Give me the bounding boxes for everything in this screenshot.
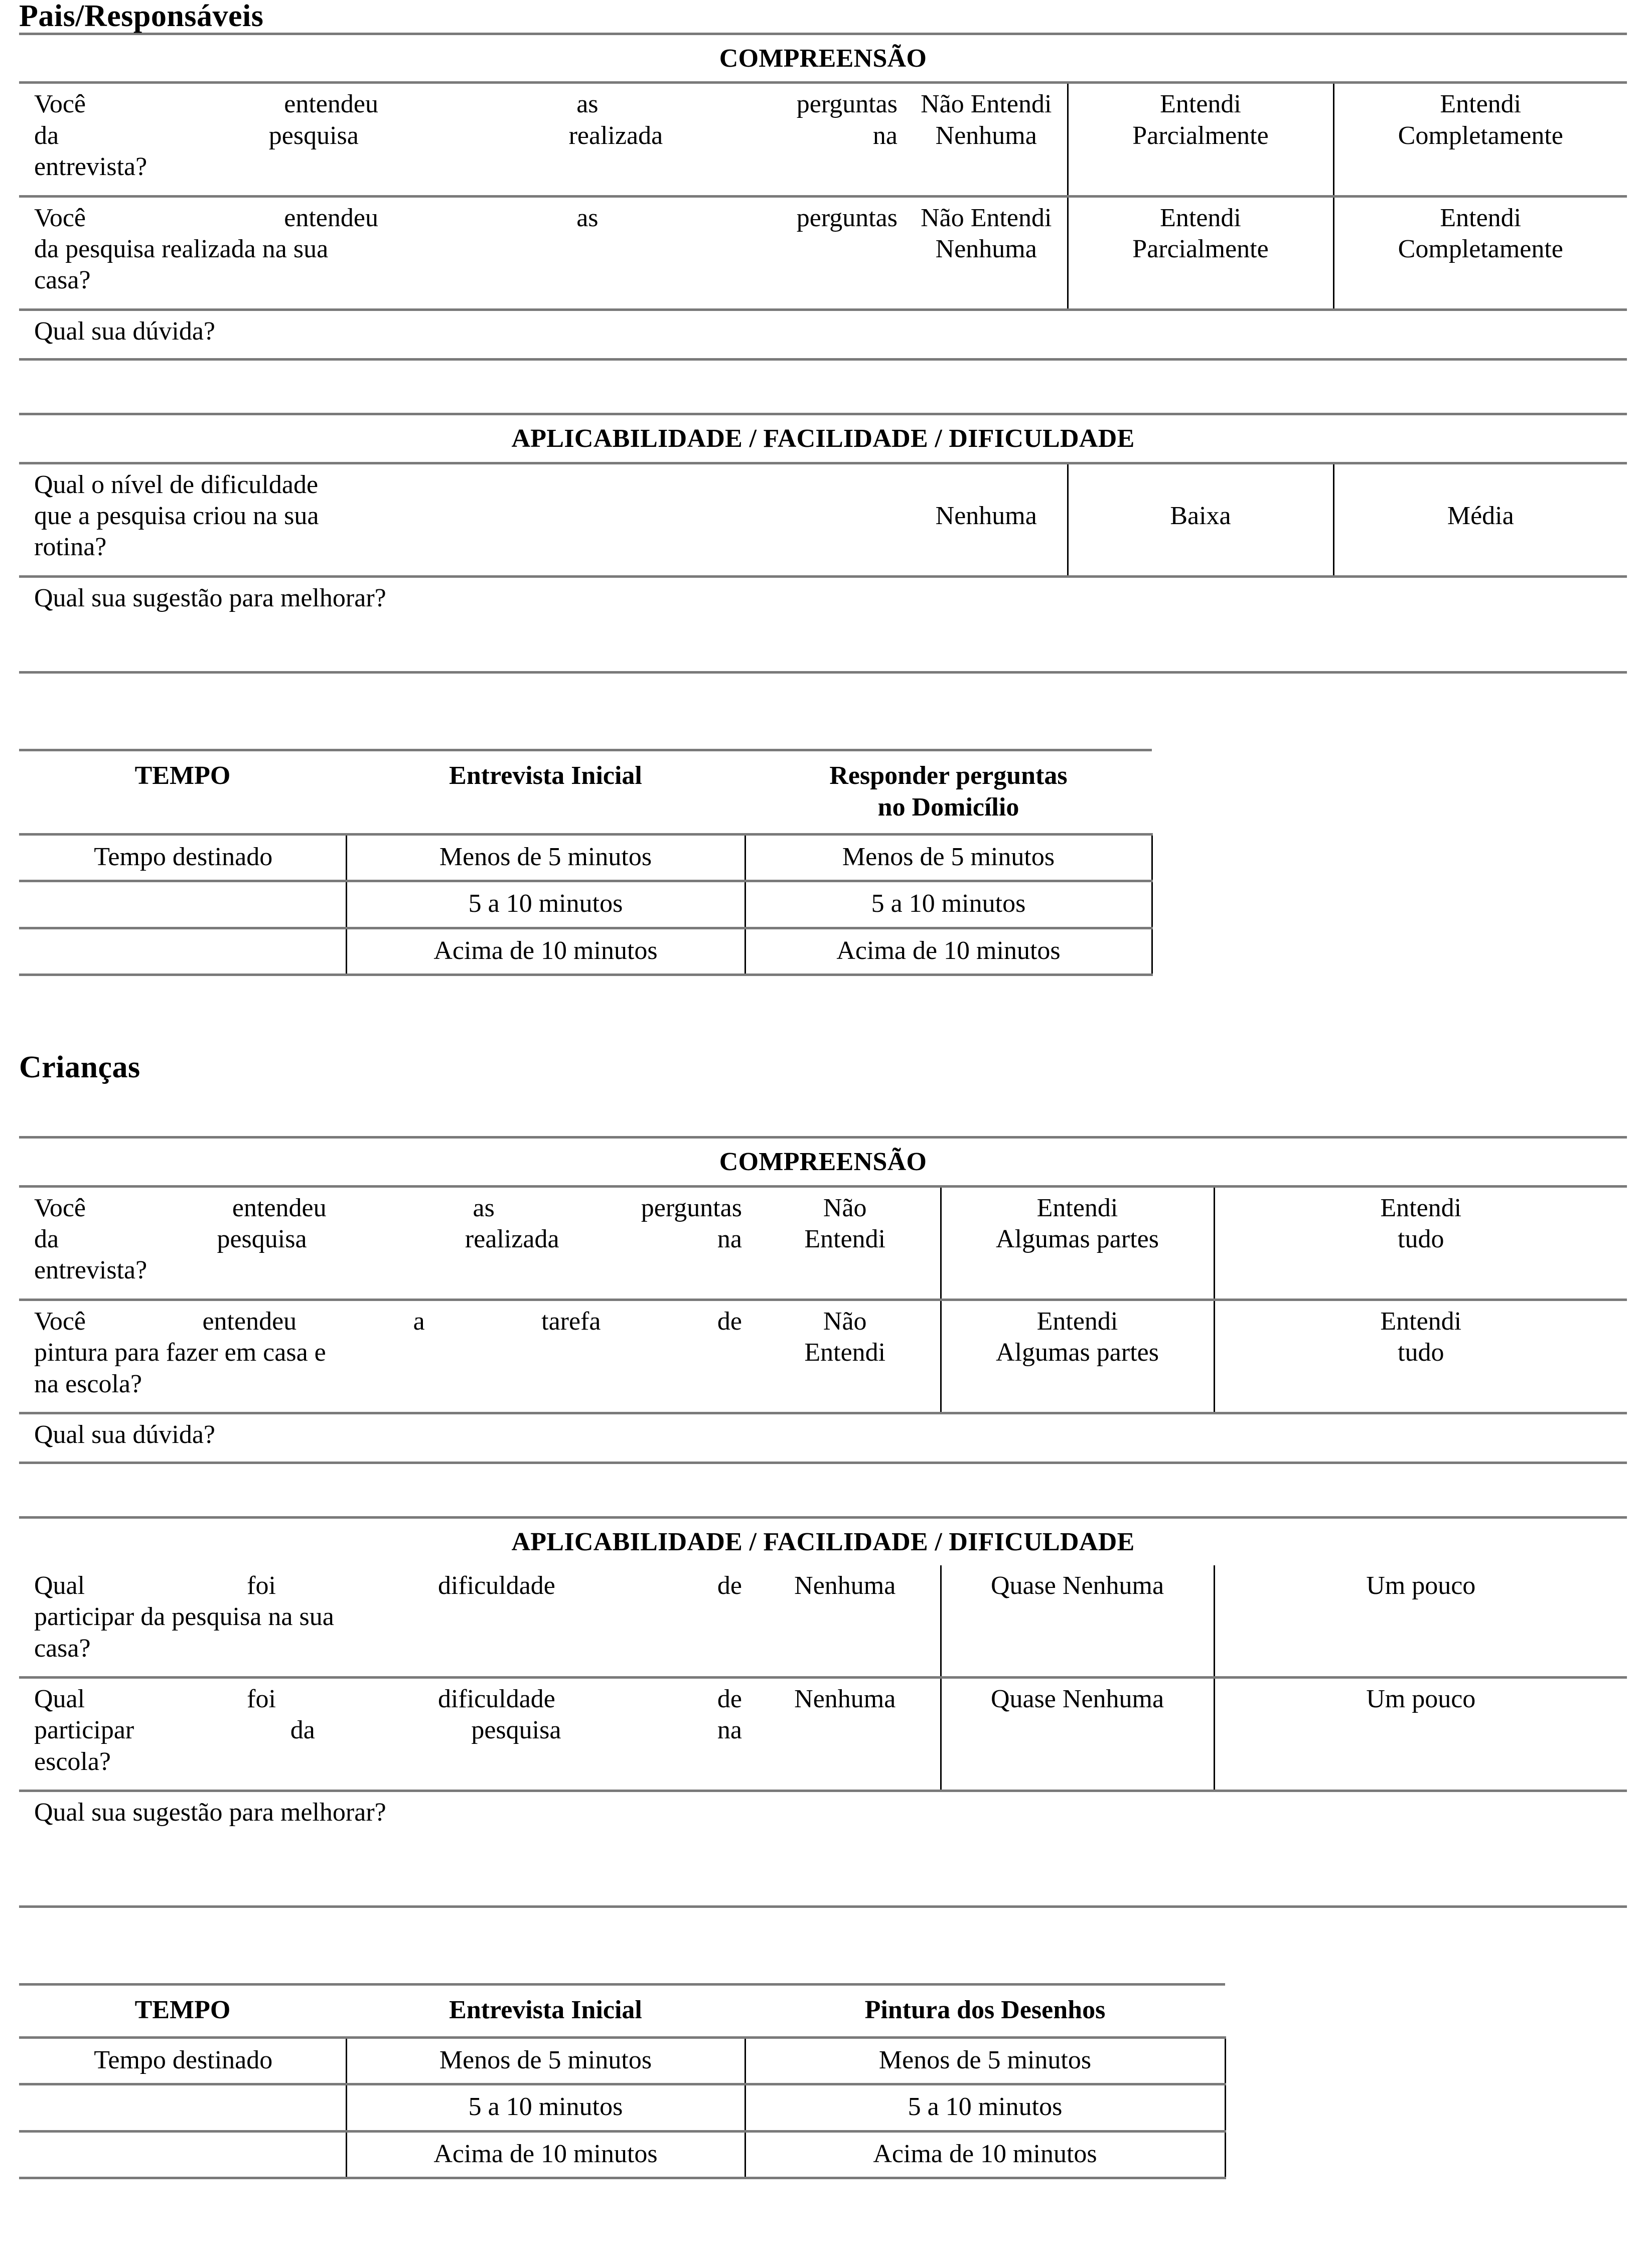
spacer (0, 361, 1645, 413)
question-line-1: Qual foi dificuldade de (34, 1571, 742, 1600)
table-row (19, 1565, 1627, 1678)
tempo-row (19, 881, 1152, 928)
table-row (19, 1300, 1627, 1413)
tempo-col-1-label: Entrevista Inicial (449, 761, 642, 790)
option-cell-3[interactable] (1333, 196, 1627, 309)
tempo-col-2-label (745, 750, 1152, 835)
option-line-2: Parcialmente (1132, 121, 1269, 150)
option-cell-3[interactable] (1333, 463, 1627, 576)
followup-prompt: Qual sua dúvida? (34, 1420, 216, 1449)
option-cell-1[interactable] (906, 83, 1068, 196)
option-cell-1[interactable] (750, 1300, 941, 1413)
tempo-col-label: TEMPO (134, 761, 231, 790)
tempo-option-cell[interactable]: 5 a 10 minutos (745, 881, 1152, 928)
option-cell-3[interactable] (1214, 1300, 1627, 1413)
tempo-option-cell[interactable]: Acima de 10 minutos (745, 2131, 1225, 2178)
option-cell-2[interactable] (941, 1300, 1214, 1413)
followup-row (19, 1791, 1627, 1840)
tempo-option-cell[interactable]: Menos de 5 minutos (745, 834, 1152, 881)
option-cell-2[interactable] (941, 1186, 1214, 1300)
option-cell-3[interactable] (1214, 1186, 1627, 1300)
tempo-row (19, 834, 1152, 881)
tempo-col-label: TEMPO (134, 1996, 231, 2025)
question-line-3: entrevista? (34, 152, 147, 182)
applicability-table-pais (19, 413, 1627, 671)
question-line-2: da pesquisa realizada na sua (34, 235, 329, 264)
spacer (0, 976, 1645, 1051)
tempo-option-cell[interactable]: Menos de 5 minutos (346, 834, 745, 881)
question-line-1: Qual o nível de dificuldade (34, 470, 319, 499)
question-cell (19, 83, 906, 196)
question-line-2: da pesquisa realizada na (34, 1225, 742, 1253)
option-line-1: Não Entendi (921, 203, 1052, 232)
tempo-row-label: Tempo destinado (94, 842, 273, 871)
tempo-row-label-empty (19, 928, 346, 975)
option-line-2: tudo (1398, 1225, 1444, 1253)
option-line-1: Entendi (1380, 1307, 1462, 1336)
tempo-row (19, 2084, 1225, 2131)
option-cell-3[interactable] (1214, 1677, 1627, 1791)
question-cell (19, 1186, 750, 1300)
blank-row (19, 1839, 1627, 1905)
blank-row (19, 625, 1627, 671)
option-line-2: Nenhuma (935, 235, 1037, 264)
option-line-1: Entendi (1440, 203, 1522, 232)
option-line-2: Completamente (1398, 235, 1563, 264)
question-line-2: da pesquisa realizada na (34, 121, 898, 150)
table-row (19, 1186, 1627, 1300)
tempo-option-cell[interactable]: Acima de 10 minutos (745, 928, 1152, 975)
tempo-col-1-label: Entrevista Inicial (449, 1996, 642, 2025)
table-row (19, 463, 1627, 576)
question-line-3: escola? (34, 1747, 111, 1776)
option-line-2: tudo (1398, 1338, 1444, 1367)
tempo-option-cell[interactable]: Acima de 10 minutos (346, 928, 745, 975)
tempo-table-criancas (19, 1983, 1226, 2179)
option-line-2: Algumas partes (996, 1338, 1159, 1367)
followup-prompt: Qual sua dúvida? (34, 316, 216, 346)
option-cell-2[interactable] (941, 1565, 1214, 1678)
question-line-2: participar da pesquisa na (34, 1716, 742, 1745)
option-label: Média (1447, 502, 1514, 530)
question-line-2: que a pesquisa criou na sua (34, 502, 319, 530)
question-cell (19, 1300, 750, 1413)
question-line-1: Você entendeu as perguntas (34, 203, 898, 232)
option-label: Quase Nenhuma (990, 1571, 1164, 1600)
tempo-option-cell[interactable]: 5 a 10 minutos (346, 881, 745, 928)
option-line-1: Entendi (1160, 203, 1241, 232)
question-cell (19, 196, 906, 309)
option-label: Nenhuma (794, 1571, 896, 1600)
option-cell-1[interactable] (906, 196, 1068, 309)
question-cell (19, 463, 906, 576)
option-line-2: Entendi (804, 1338, 886, 1367)
option-line-1: Não Entendi (921, 90, 1052, 119)
option-label: Um pouco (1366, 1571, 1476, 1600)
question-line-2: participar da pesquisa na sua (34, 1602, 334, 1632)
option-line-1: Entendi (1440, 90, 1522, 119)
question-line-3: na escola? (34, 1369, 142, 1398)
question-line-1: Qual foi dificuldade de (34, 1684, 742, 1713)
banner-label-comprehension: COMPREENSÃO (719, 44, 927, 73)
option-line-2: Algumas partes (996, 1225, 1159, 1253)
option-line-1: Entendi (1036, 1193, 1118, 1222)
tempo-header-row (19, 750, 1152, 835)
option-line-1: Entendi (1160, 90, 1241, 119)
option-cell-3[interactable] (1333, 83, 1627, 196)
banner-label-comprehension: COMPREENSÃO (719, 1148, 927, 1177)
option-cell-2[interactable] (941, 1677, 1214, 1791)
option-line-1: Não (823, 1193, 867, 1222)
tempo-row-label-empty (19, 2131, 346, 2178)
option-line-1: Não (823, 1307, 867, 1336)
tempo-option-cell[interactable]: 5 a 10 minutos (346, 2084, 745, 2131)
table-row (19, 1677, 1627, 1791)
section-heading-pais: Pais/Responsáveis (19, 0, 264, 33)
question-line-3: rotina? (34, 533, 107, 562)
table-banner-row (19, 34, 1627, 83)
tempo-row-label-empty (19, 2084, 346, 2131)
tempo-row (19, 2037, 1225, 2084)
followup-row (19, 1413, 1627, 1463)
question-cell (19, 1677, 750, 1791)
spacer (0, 1908, 1645, 1983)
option-label: Baixa (1170, 502, 1231, 530)
option-label: Nenhuma (935, 502, 1037, 530)
option-line-2: Nenhuma (935, 121, 1037, 150)
question-line-3: entrevista? (34, 1256, 147, 1285)
option-cell-2[interactable] (1068, 83, 1333, 196)
option-line-1: Entendi (1380, 1193, 1462, 1222)
question-line-3: casa? (34, 1634, 91, 1663)
option-line-1: Entendi (1036, 1307, 1118, 1336)
tempo-row (19, 2131, 1225, 2178)
tempo-col-2-label: Pintura dos Desenhos (864, 1996, 1106, 2025)
option-line-2: Completamente (1398, 121, 1563, 150)
question-line-2: pintura para fazer em casa e (34, 1338, 326, 1367)
table-row (19, 196, 1627, 309)
followup-prompt: Qual sua sugestão para melhorar? (34, 1798, 386, 1827)
followup-prompt: Qual sua sugestão para melhorar? (34, 583, 386, 612)
tempo-row-label-empty (19, 881, 346, 928)
comprehension-table-criancas (19, 1136, 1627, 1464)
tempo-option-cell[interactable]: Menos de 5 minutos (745, 2037, 1225, 2084)
tempo-option-cell[interactable]: 5 a 10 minutos (745, 2084, 1225, 2131)
banner-label-applicability: APLICABILIDADE / FACILIDADE / DIFICULDADE (511, 424, 1135, 453)
tempo-col-2-line-1: Responder perguntas (829, 761, 1068, 790)
table-banner-row (19, 1518, 1627, 1565)
option-cell-3[interactable] (1214, 1565, 1627, 1678)
option-label: Um pouco (1366, 1684, 1476, 1713)
tempo-header-row (19, 1985, 1225, 2037)
blank-answer-area (19, 1839, 1627, 1905)
table-row (19, 83, 1627, 196)
option-cell-1[interactable] (750, 1186, 941, 1300)
question-line-1: Você entendeu as perguntas (34, 90, 898, 119)
tempo-row-label: Tempo destinado (94, 2045, 273, 2074)
tempo-table-pais (19, 749, 1153, 976)
spacer (0, 674, 1645, 749)
table-banner-row (19, 1138, 1627, 1186)
question-cell (19, 1565, 750, 1678)
option-label: Nenhuma (794, 1684, 896, 1713)
tempo-col-2-line-2: no Domicílio (877, 792, 1019, 822)
question-line-3: casa? (34, 266, 91, 295)
section-heading-criancas: Crianças (19, 1050, 140, 1085)
option-cell-1[interactable] (750, 1677, 941, 1791)
option-line-2: Parcialmente (1132, 235, 1269, 264)
spacer (0, 1464, 1645, 1516)
option-cell-2[interactable] (1068, 196, 1333, 309)
question-line-1: Você entendeu as perguntas (34, 1193, 742, 1222)
banner-label-applicability: APLICABILIDADE / FACILIDADE / DIFICULDADE (511, 1528, 1135, 1557)
applicability-table-criancas (19, 1516, 1627, 1905)
option-label: Quase Nenhuma (990, 1684, 1164, 1713)
spacer (0, 1084, 1645, 1136)
tempo-option-cell[interactable]: Menos de 5 minutos (346, 2037, 745, 2084)
tempo-row (19, 928, 1152, 975)
option-cell-1[interactable] (750, 1565, 941, 1678)
comprehension-table-pais (19, 33, 1627, 361)
followup-row (19, 309, 1627, 359)
option-line-2: Entendi (804, 1225, 886, 1253)
tempo-option-cell[interactable]: Acima de 10 minutos (346, 2131, 745, 2178)
table-banner-row (19, 414, 1627, 463)
followup-row (19, 576, 1627, 625)
blank-answer-area (19, 625, 1627, 671)
option-cell-2[interactable] (1068, 463, 1333, 576)
option-cell-1[interactable] (906, 463, 1068, 576)
question-line-1: Você entendeu a tarefa de (34, 1307, 742, 1336)
